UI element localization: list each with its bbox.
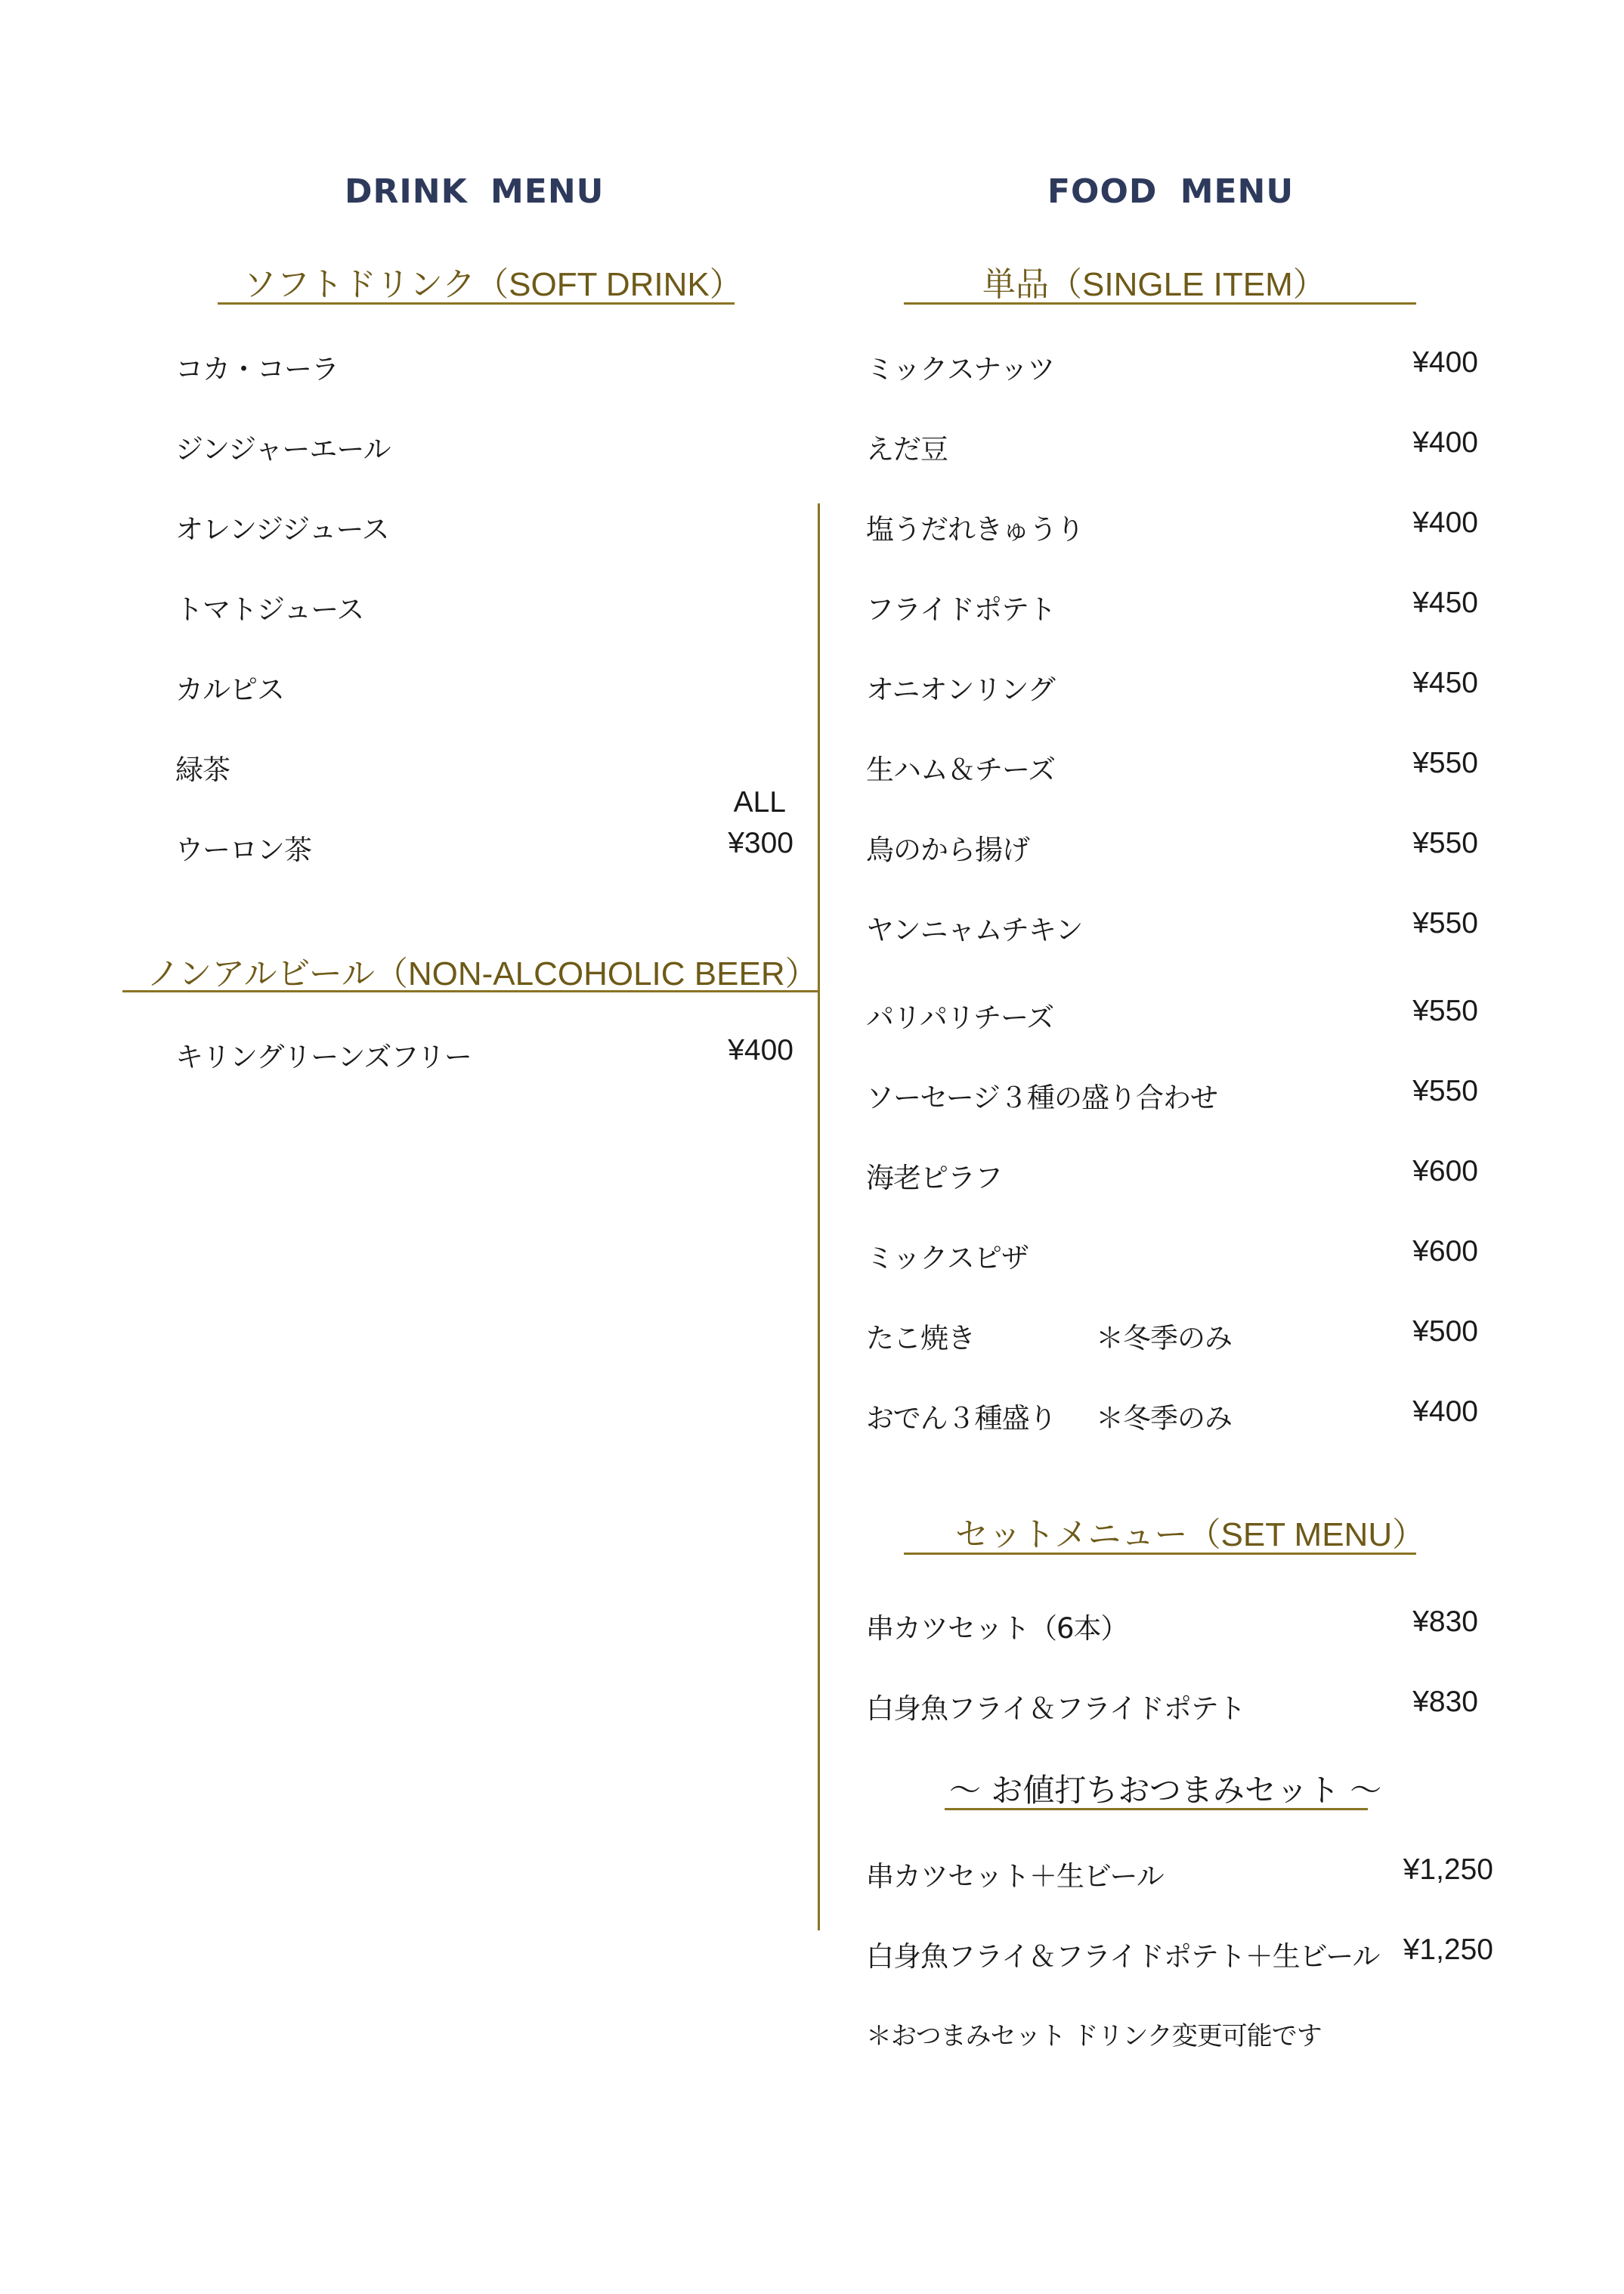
single-item-price: ¥550: [1412, 995, 1478, 1027]
single-item-name: 塩うだれきゅうり: [866, 513, 1084, 546]
single-item-name: 海老ピラフ: [866, 1162, 1002, 1194]
set-menu-item: 串カツセット（6本）: [866, 1612, 1128, 1645]
value-set-item: 白身魚フライ＆フライドポテト＋生ビール: [866, 1940, 1380, 1973]
non-alcoholic-price: ¥400: [728, 1034, 793, 1067]
value-set-price: ¥1,250: [1403, 1933, 1493, 1966]
set-menu-underline: [904, 1553, 1416, 1555]
value-set-price: ¥1,250: [1403, 1853, 1493, 1886]
single-item-name: たこ焼き: [866, 1322, 975, 1354]
single-item-price: ¥400: [1412, 1395, 1478, 1428]
non-alcoholic-underline: [122, 990, 818, 992]
drink-menu-title: DRINK MENU: [345, 172, 605, 211]
single-item-name: ソーセージ３種の盛り合わせ: [866, 1082, 1218, 1114]
soft-drink-item: オレンジジュース: [175, 513, 389, 546]
set-menu-price: ¥830: [1412, 1686, 1478, 1718]
single-item-price: ¥600: [1412, 1155, 1478, 1187]
soft-drink-price-label: ALL: [733, 786, 786, 819]
single-item-price: ¥550: [1412, 1075, 1478, 1107]
single-item-underline: [904, 302, 1416, 305]
single-item-price: ¥450: [1412, 667, 1478, 699]
soft-drink-item: ジンジャーエール: [175, 433, 391, 466]
value-set-footnote: ＊おつまみセット ドリンク変更可能です: [866, 2021, 1322, 2051]
single-item-price: ¥600: [1412, 1235, 1478, 1268]
single-item-name: ミックスピザ: [866, 1242, 1029, 1274]
single-item-name: ミックスナッツ: [866, 353, 1055, 385]
single-item-price: ¥550: [1412, 907, 1478, 940]
single-item-price: ¥550: [1412, 747, 1478, 779]
soft-drink-item: トマトジュース: [175, 593, 364, 626]
single-item-name: オニオンリング: [866, 673, 1055, 706]
set-menu-item: 白身魚フライ＆フライドポテト: [866, 1692, 1245, 1725]
soft-drink-item: ウーロン茶: [175, 834, 311, 866]
single-item-price: ¥500: [1412, 1315, 1478, 1348]
soft-drink-heading: ソフトドリンク（SOFT DRINK）: [243, 266, 743, 303]
food-menu-title: FOOD MENU: [1047, 172, 1295, 211]
single-item-price: ¥450: [1412, 587, 1478, 619]
single-item-name: ヤンニャムチキン: [866, 914, 1083, 946]
single-item-price: ¥400: [1412, 426, 1478, 459]
column-divider: [818, 503, 820, 1930]
soft-drink-item: コカ・コーラ: [175, 353, 339, 385]
soft-drink-item: カルピス: [175, 673, 284, 706]
single-item-name: パリパリチーズ: [866, 1001, 1054, 1034]
set-menu-price: ¥830: [1412, 1605, 1478, 1638]
value-set-heading: ～ お値打ちおつまみセット ～: [949, 1772, 1382, 1809]
value-set-underline: [945, 1808, 1368, 1810]
single-item-name: フライドポテト: [866, 593, 1056, 626]
single-item-heading: 単品（SINGLE ITEM）: [982, 266, 1326, 303]
single-item-name: おでん３種盛り: [866, 1402, 1056, 1435]
non-alcoholic-item: キリングリーンズフリー: [175, 1041, 472, 1073]
single-item-name: えだ豆: [866, 433, 948, 466]
value-set-item: 串カツセット＋生ビール: [866, 1860, 1164, 1893]
soft-drink-underline: [218, 302, 735, 305]
set-menu-heading: セットメニュー（SET MENU）: [955, 1516, 1426, 1553]
single-item-name: 生ハム＆チーズ: [866, 754, 1056, 786]
soft-drink-price: ¥300: [728, 827, 793, 859]
single-item-price: ¥550: [1412, 827, 1478, 859]
single-item-price: ¥400: [1412, 346, 1478, 379]
single-item-name: 鳥のから揚げ: [866, 834, 1029, 866]
non-alcoholic-heading: ノンアルビール（NON-ALCOHOLIC BEER）: [147, 955, 818, 992]
soft-drink-item: 緑茶: [175, 754, 230, 786]
single-item-note: ＊冬季のみ: [1096, 1402, 1232, 1435]
single-item-price: ¥400: [1412, 506, 1478, 539]
single-item-note: ＊冬季のみ: [1096, 1322, 1232, 1354]
